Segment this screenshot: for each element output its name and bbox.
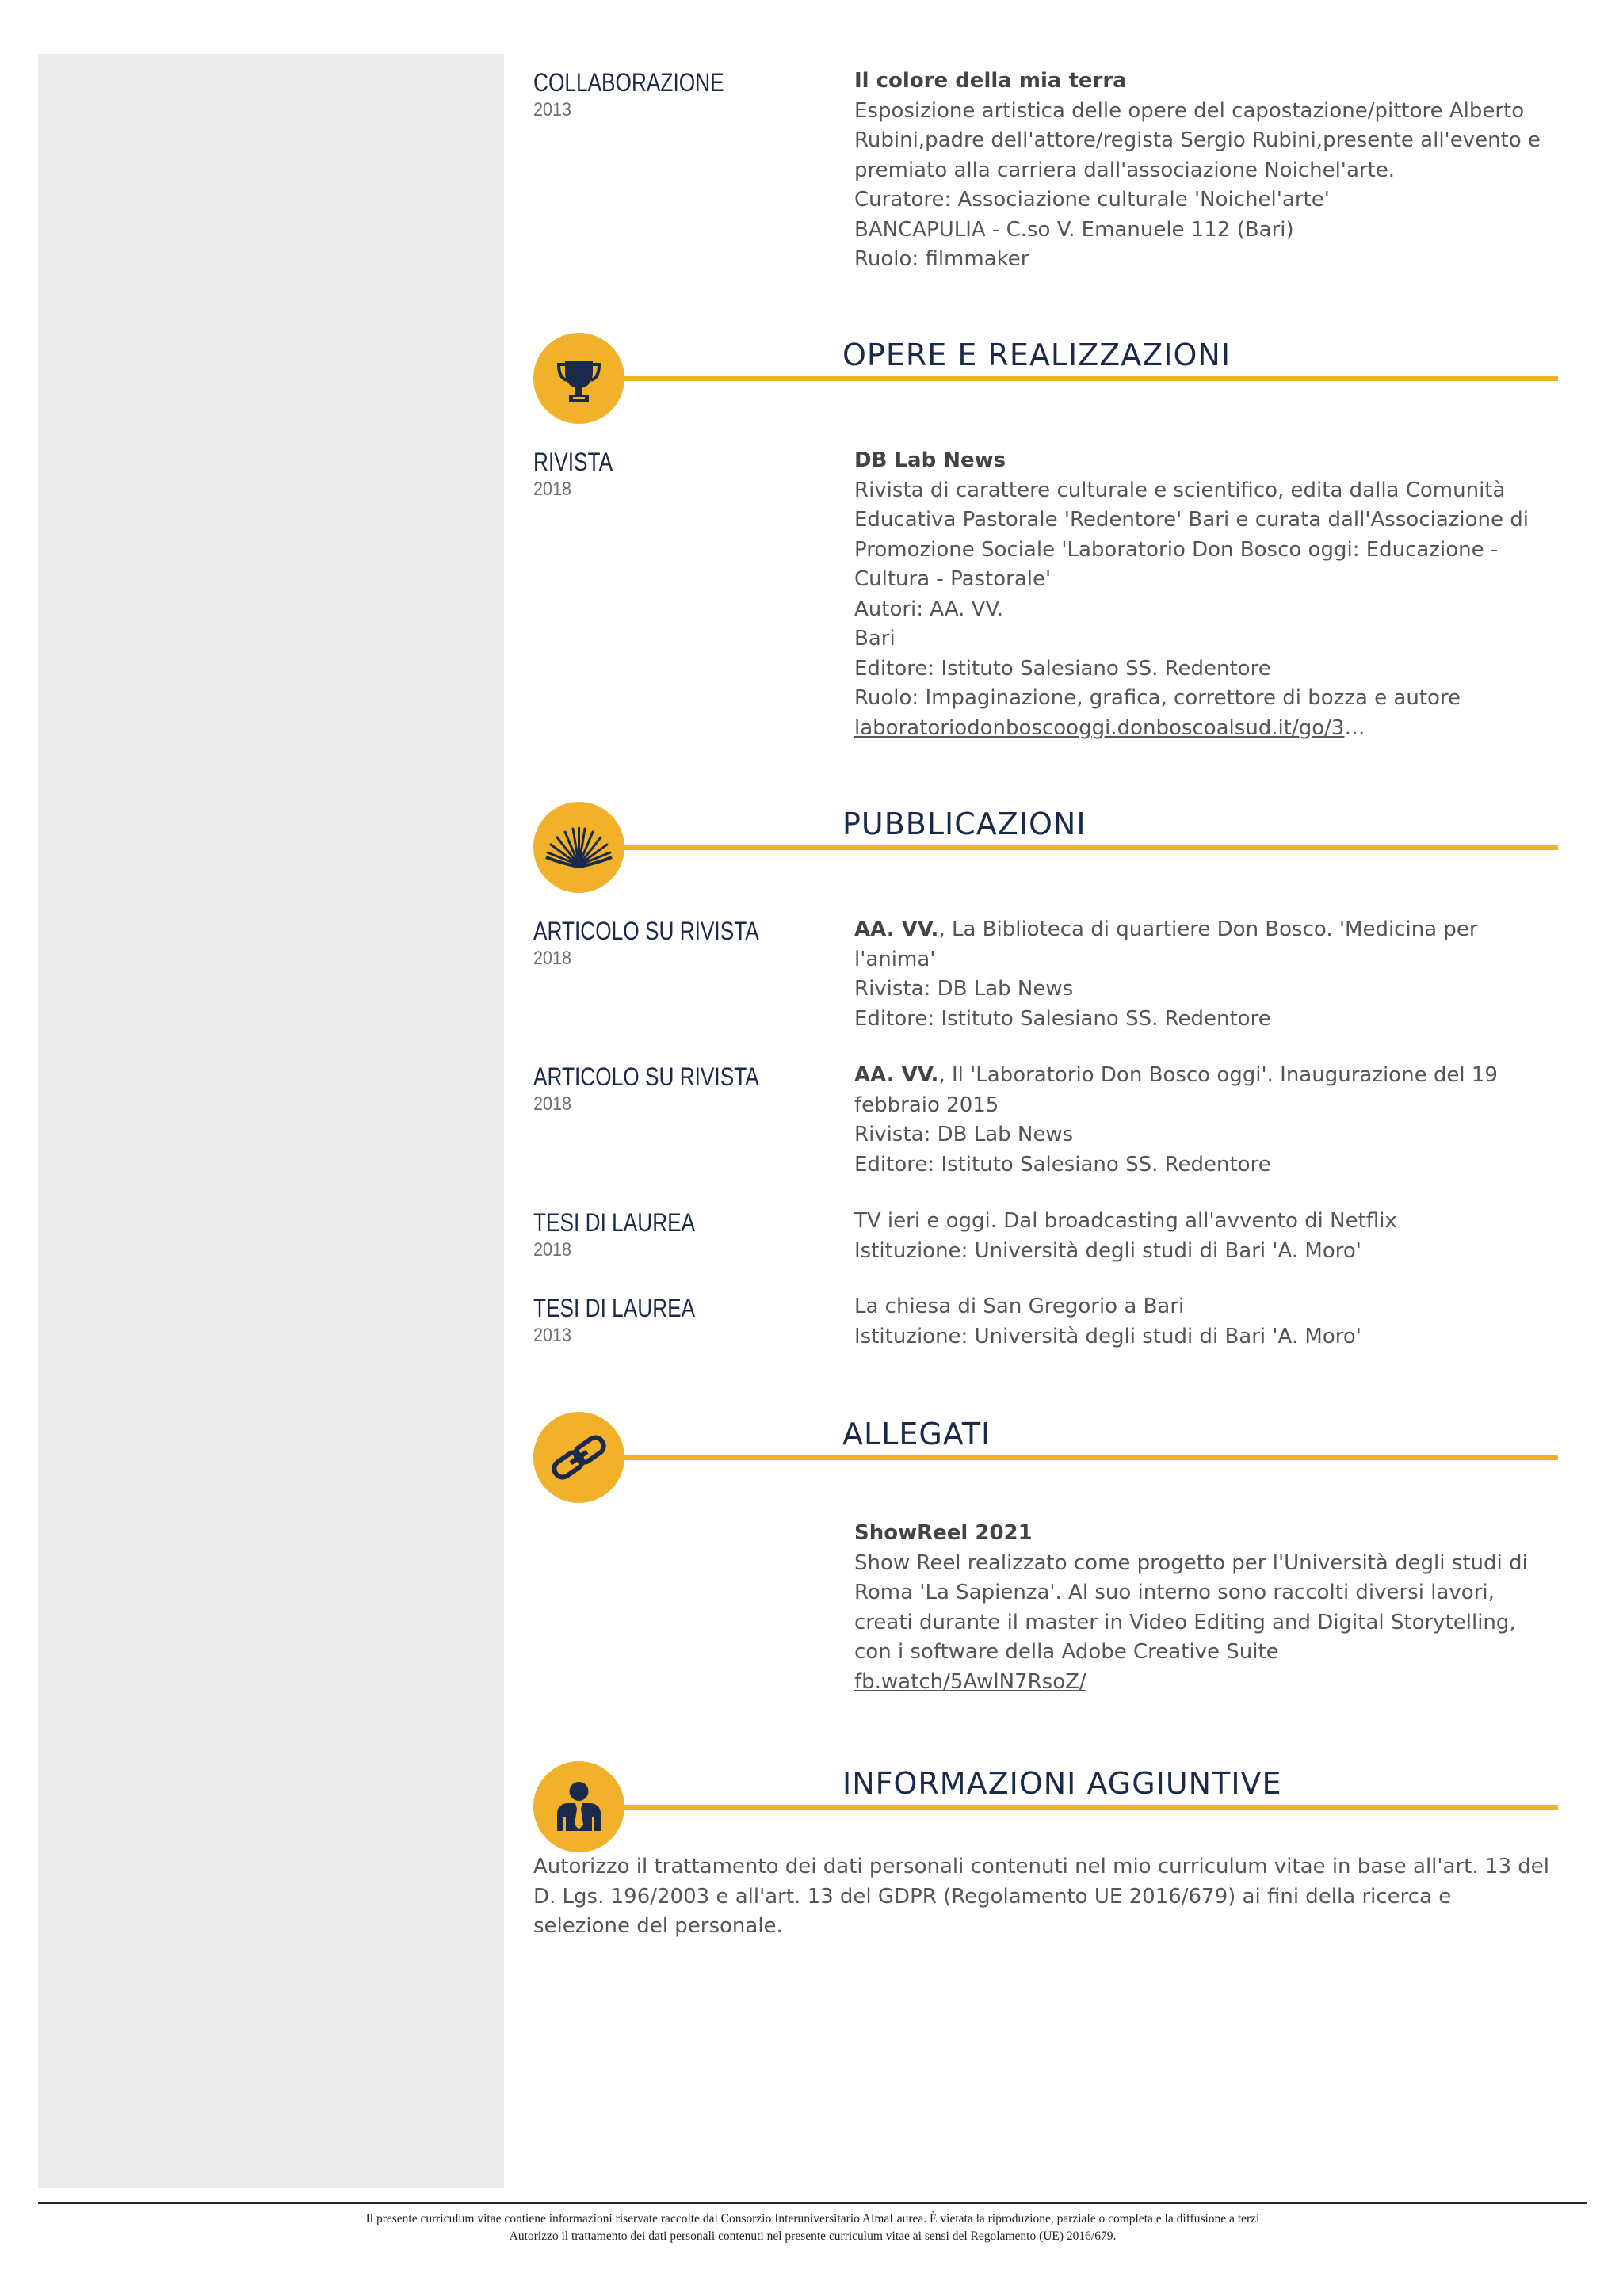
entry-title: Il colore della mia terra [854, 69, 1127, 93]
entry-line: , La Biblioteca di quartiere Don Bosco. 'Medicina per [938, 917, 1478, 941]
link-ellipsis: … [1344, 715, 1365, 740]
entry-line: Curatore: Associazione culturale 'Noichel'arte' [854, 188, 1330, 212]
entry-label: RIVISTA [533, 448, 613, 476]
entry-line: Show Reel realizzato come progetto per l'Università degli studi di [854, 1550, 1528, 1575]
section-rule [621, 376, 1558, 381]
entry-line: Editore: Istituto Salesiano SS. Redentore [854, 656, 1271, 681]
entry-line: TV ieri e oggi. Dal broadcasting all'avvento di Netflix [854, 1209, 1397, 1233]
entry-line: con i software della Adobe Creative Suite [854, 1640, 1279, 1664]
section-rule [621, 845, 1558, 850]
entry-line: Esposizione artistica delle opere del capostazione/pittore Alberto [854, 98, 1525, 123]
entry-authors: AA. VV. [854, 917, 939, 941]
footer [38, 2210, 1587, 2245]
entry-year: 2018 [533, 1239, 572, 1261]
entry-authors: AA. VV. [854, 1063, 939, 1087]
entry-line: Ruolo: Impaginazione, grafica, correttore di bozza e autore [854, 686, 1461, 710]
entry-label: ARTICOLO SU RIVISTA [533, 917, 759, 945]
entry-year: 2018 [533, 948, 572, 969]
entry-label: ARTICOLO SU RIVISTA [533, 1062, 759, 1091]
section-informazioni [533, 1761, 1558, 1853]
section-rule [621, 1805, 1558, 1810]
entry-line: Editore: Istituto Salesiano SS. Redentore [854, 1152, 1271, 1177]
section-pubblicazioni [533, 802, 1558, 894]
entry-line: La chiesa di San Gregorio a Bari [854, 1295, 1185, 1318]
consent-line: D. Lgs. 196/2003 e all'art. 13 del GDPR (Regolamento UE 2016/679) ai fini della ricerca e [533, 1884, 1452, 1909]
entry-year: 2018 [533, 1093, 572, 1115]
entry-line: Rubini,padre dell'attore/regista Sergio Rubini,presente all'evento e [854, 128, 1541, 152]
section-heading: PUBBLICAZIONI [842, 807, 1086, 841]
entry-line: Autori: AA. VV. [854, 597, 1004, 621]
entry-line: Rivista: DB Lab News [854, 977, 1074, 1001]
left-sidebar [38, 54, 504, 2188]
entry-line: Bari [854, 627, 896, 650]
trophy-icon [533, 333, 624, 424]
entry-line: , Il 'Laboratorio Don Bosco oggi'. Inaugurazione del 19 [938, 1063, 1498, 1087]
footer-divider [38, 2202, 1587, 2204]
entry-line: premiato alla carriera dall'associazione Noichel'arte. [854, 158, 1396, 182]
entry-line: Roma 'La Sapienza'. Al suo interno sono raccolti diversi lavori, [854, 1581, 1495, 1604]
open-book-icon [533, 802, 624, 893]
entry-line: Rivista: DB Lab News [854, 1123, 1074, 1146]
section-allegati [533, 1412, 1558, 1504]
entry-line: Promozione Sociale 'Laboratorio Don Bosco oggi: Educazione - [854, 537, 1499, 562]
section-opere [533, 333, 1558, 425]
consent-text [533, 1852, 1560, 1942]
entry-line: creati durante il master in Video Editing and Digital Storytelling, [854, 1610, 1516, 1634]
section-heading: OPERE E REALIZZAZIONI [842, 338, 1232, 372]
entry-line: Editore: Istituto Salesiano SS. Redentore [854, 1006, 1271, 1031]
entry-line: Rivista di carattere culturale e scientifico, edita dalla Comunità [854, 478, 1506, 502]
entry-title: DB Lab News [854, 448, 1006, 472]
showreel-link[interactable]: fb.watch/5AwlN7RsoZ/ [854, 1669, 1086, 1694]
entry-label: COLLABORAZIONE [533, 68, 724, 97]
consent-line: selezione del personale. [533, 1914, 783, 1938]
website-link[interactable]: laboratoriodonboscooggi.donboscoalsud.it/go/3 [854, 715, 1345, 740]
entry-line: Istituzione: Università degli studi di Bari 'A. Moro' [854, 1238, 1361, 1263]
businessman-icon [533, 1761, 624, 1852]
entry-year: 2013 [533, 99, 572, 120]
entry-line: febbraio 2015 [854, 1093, 999, 1117]
section-rule [621, 1455, 1558, 1460]
entry-line: BANCAPULIA - C.so V. Emanuele 112 (Bari) [854, 217, 1294, 242]
entry-year: 2013 [533, 1325, 572, 1346]
entry-line: l'anima' [854, 947, 936, 971]
entry-title: ShowReel 2021 [854, 1521, 1033, 1545]
footer-line: Il presente curriculum vitae contiene informazioni riservate raccolte dal Consorzio Interuniversitario AlmaLaurea. È vietata la riproduzione, parziale o completa e la diffusione a terzi [365, 2212, 1260, 2225]
entry-line: Cultura - Pastorale' [854, 567, 1052, 591]
section-heading: INFORMAZIONI AGGIUNTIVE [842, 1766, 1282, 1801]
entry-line: Istituzione: Università degli studi di Bari 'A. Moro' [854, 1324, 1361, 1348]
entry-line: Ruolo: filmmaker [854, 247, 1029, 271]
footer-line: Autorizzo il trattamento dei dati personali contenuti nel presente curriculum vitae ai sensi del Regolamento (UE) 2016/679. [509, 2229, 1117, 2243]
entry-label: TESI DI LAUREA [533, 1294, 696, 1322]
entry-line: Educativa Pastorale 'Redentore' Bari e curata dall'Associazione di [854, 508, 1529, 532]
entry-label: TESI DI LAUREA [533, 1208, 696, 1237]
entry-year: 2018 [533, 479, 572, 500]
section-heading: ALLEGATI [842, 1417, 991, 1451]
chain-link-icon [533, 1412, 624, 1503]
consent-line: Autorizzo il trattamento dei dati personali contenuti nel mio curriculum vitae in base all'art. 13 del [533, 1855, 1549, 1878]
